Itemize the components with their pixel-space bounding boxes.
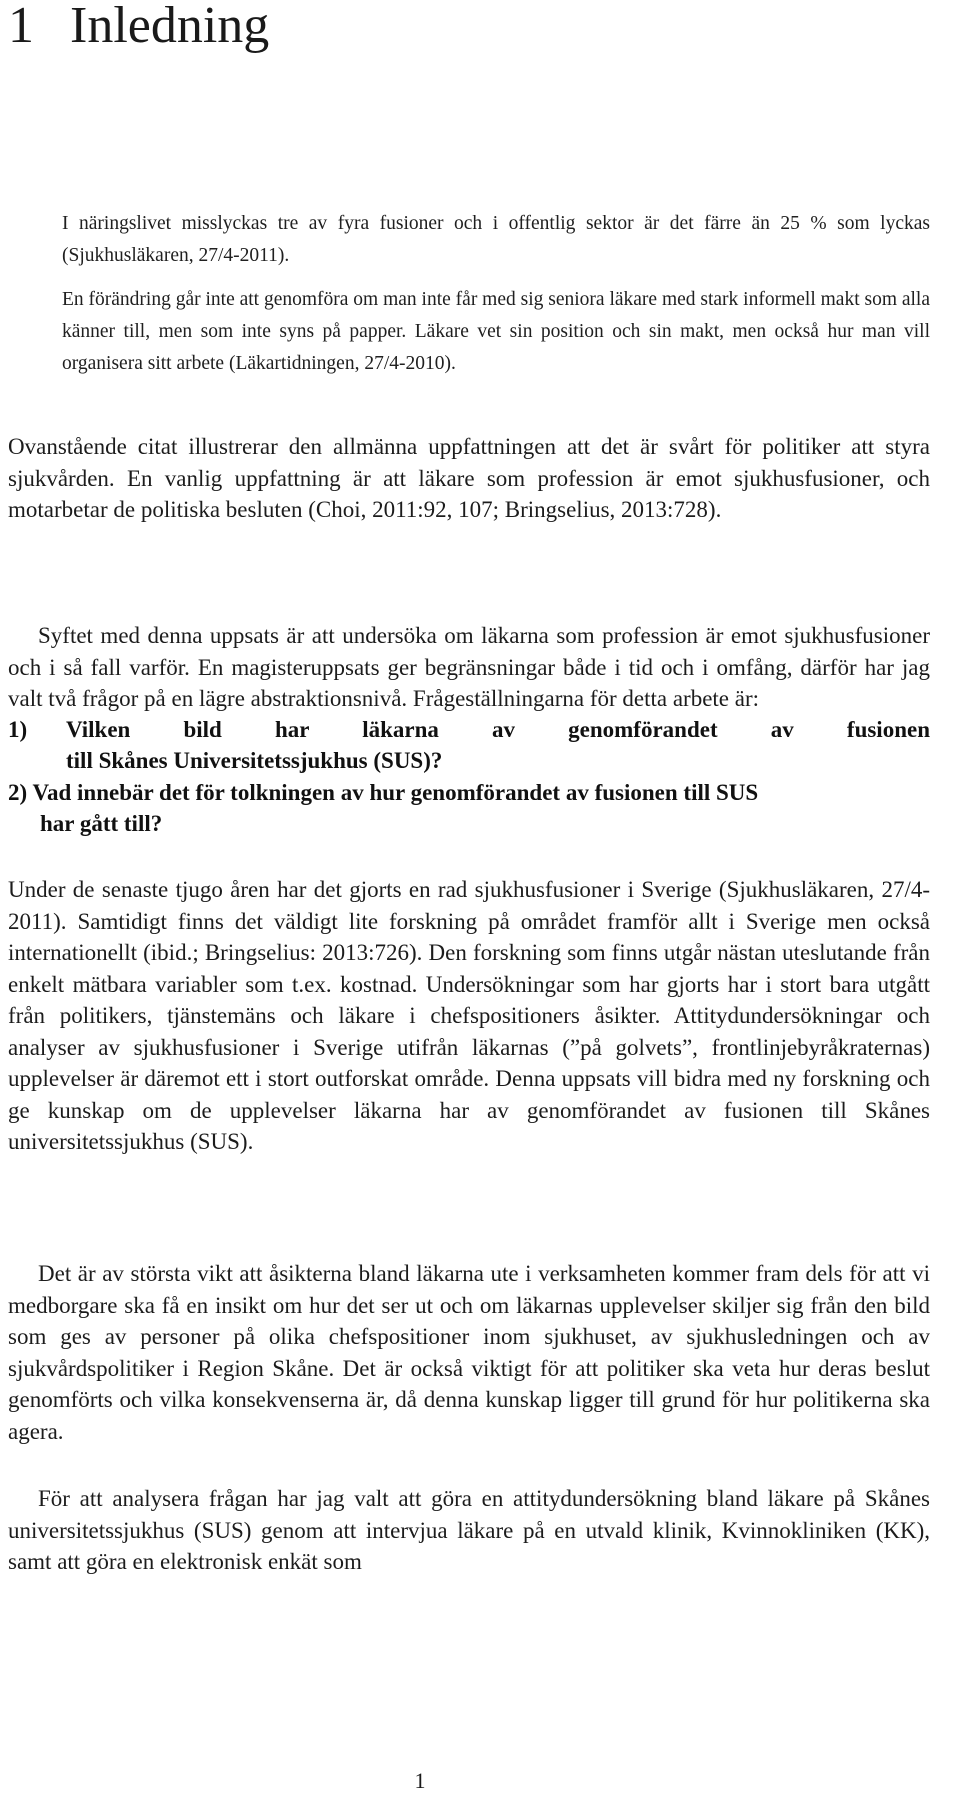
paragraph-importance: Det är av största vikt att åsikterna bland läkarna ute i verksamheten kommer fram dels för att vi medborgare ska få en insikt om hur det ser ut och om läkarnas upplevelser skiljer sig från den bild som ges av personer på olika chefspositioner inom sjukhuset, av sjukhusledningen och av sjukvårdspolitiker i Region Skåne. Det är också viktigt för att politiker ska veta hur deras beslut genomförts och vilka konsekvenserna är, då denna kunskap ligger till grund för hur politikerna ska agera. bbox=[8, 1261, 930, 1444]
paragraph-method: För att analysera frågan har jag valt att göra en attitydundersökning bland läkare på Skånes universitetssjukhus (SUS) genom att intervjua läkare på en utvald klinik, Kvinnokliniken (KK), samt att göra en elektronisk enkät som bbox=[8, 1486, 930, 1574]
opening-quote-2: En förändring går inte att genomföra om man inte får med sig seniora läkare med stark informell makt som alla känner till, men som inte syns på papper. Läkare vet sin position och sin makt, men också hur man vill organisera sitt arbete (Läkartidningen, 27/4-2010). bbox=[62, 289, 931, 374]
research-question-1-line2: till Skånes Universitetssjukhus (SUS)? bbox=[66, 748, 443, 773]
research-question-1-line1: Vilken bild har läkarna av genomförandet av fusionen bbox=[66, 717, 930, 742]
paragraph-purpose: Syftet med denna uppsats är att undersöka om läkarna som profession är emot sjukhusfusioner och i så fall varför. En magisteruppsats ger begränsningar både i tid och i omfång, därför har jag valt två frågor på en lägre abstraktionsnivå. Frågeställningarna för detta arbete är: bbox=[8, 623, 930, 711]
chapter-heading bbox=[8, 0, 269, 58]
research-question-2-line1: 2) Vad innebär det för tolkningen av hur genomförandet av fusionen till SUS bbox=[8, 780, 759, 805]
research-question-2-line2: har gått till? bbox=[40, 811, 163, 836]
chapter-title: Inledning bbox=[70, 0, 270, 54]
research-question-1 bbox=[8, 714, 930, 776]
paragraph-background: Under de senaste tjugo åren har det gjorts en rad sjukhusfusioner i Sverige (Sjukhusläkaren, 27/4-2011). Samtidigt finns det väldigt lite forskning på området framför allt i Sverige men också internationellt (ibid.; Bringselius: 2013:726). Den forskning som finns utgår nästan uteslutande från enkelt mätbara variabler som t.ex. kostnad. Undersökningar som har gjorts har i stort bara utgått från politikers, tjänstemäns och läkare i chefspositioners åsikter. Attitydundersökningar och analyser av sjukhusfusioner i Sverige utifrån läkarnas (”på golvets”, frontlinjebyråkraternas) upplevelser är däremot ett i stort outforskat område. Denna uppsats vill bidra med ny forskning och ge kunskap om de upplevelser läkarna har av genomförandet av fusionen till Skånes universitetssjukhus (SUS). bbox=[8, 877, 930, 1154]
opening-quote-1: I näringslivet misslyckas tre av fyra fusioner och i offentlig sektor är det färre än 25 % som lyckas (Sjukhusläkaren, 27/4-2011). bbox=[62, 213, 930, 266]
research-question-1-number: 1) bbox=[8, 717, 28, 742]
research-question-2 bbox=[8, 777, 930, 839]
chapter-number: 1 bbox=[8, 0, 34, 54]
page-number: 1 bbox=[414, 1768, 426, 1793]
paragraph-intro: Ovanstående citat illustrerar den allmänna uppfattningen att det är svårt för politiker att styra sjukvården. En vanlig uppfattning är att läkare som profession är emot sjukhusfusioner, och motarbetar de politiska besluten (Choi, 2011:92, 107; Bringselius, 2013:728). bbox=[8, 434, 930, 522]
